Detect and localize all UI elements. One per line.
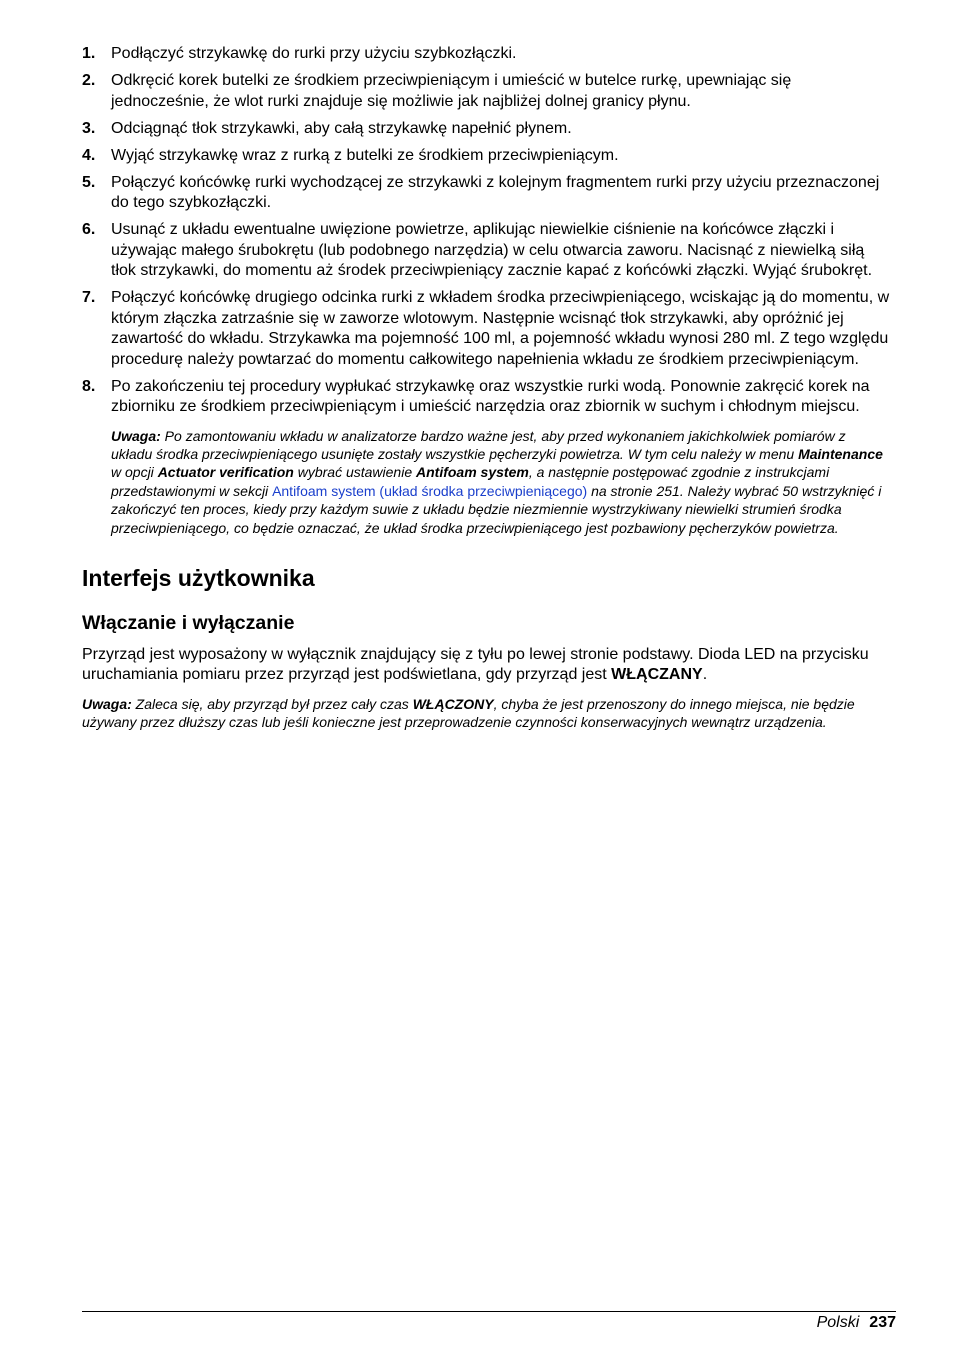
step-1 bbox=[82, 44, 890, 65]
paragraph-text: . bbox=[702, 666, 708, 684]
step-number: 8. bbox=[82, 377, 96, 395]
note-text: w opcji bbox=[111, 464, 158, 481]
step-8 bbox=[82, 377, 890, 418]
step-text: Połączyć końcówkę drugiego odcinka rurki z wkładem środka przeciwpieniącego, wciskając ją do momentu, w którym złączka zatrzaśnie się w zaworze wlotowym. Następnie wcisnąć tłok strzykawki, aby opróżnić jej zawartość do wkładu. Strzykawka ma pojemność 100 ml, a pojemność wkładu wynosi 280 ml. Z tego względu procedurę należy powtarzać do momentu całkowitego napełnienia wkładu ze środkiem przeciwpieniącym. bbox=[111, 289, 890, 368]
procedure-steps bbox=[82, 44, 890, 418]
note-antifoam bbox=[111, 427, 890, 537]
note-text: Po zamontowaniu wkładu w analizatorze bardzo ważne jest, aby przed wykonaniem jakichkolwiek pomiarów z układu środka przeciwpieniącego usunięte zostały wszystkie pęcherzyki powietrza. W tym celu należy w menu bbox=[111, 427, 846, 462]
step-text: Podłączyć strzykawkę do rurki przy użyciu szybkozłączki. bbox=[111, 45, 517, 62]
step-number: 5. bbox=[82, 173, 96, 191]
step-4 bbox=[82, 146, 890, 167]
step-text: Usunąć z układu ewentualne uwięzione powietrze, aplikując niewielkie ciśnienie na końcówce złączki i używając małego śrubokrętu (lub podobnego narzędzia) w celu otwarcia zaworu. Nacisnąć z niewielką siłą tłok strzykawki, do momentu aż środek przeciwpieniący zacznie kapać z końcówki złączki. Wyjąć śrubokręt. bbox=[111, 221, 873, 279]
document-body bbox=[82, 44, 890, 732]
paragraph-emphasis: WŁĄCZANY bbox=[611, 666, 703, 684]
section-heading: Interfejs użytkownika bbox=[82, 564, 315, 591]
step-6 bbox=[82, 220, 890, 282]
step-3 bbox=[82, 119, 890, 140]
menu-maintenance: Maintenance bbox=[798, 445, 883, 462]
step-text: Połączyć końcówkę rurki wychodzącej ze strzykawki z kolejnym fragmentem rurki przy użyciu przeznaczonej do tego szybkozłączki. bbox=[111, 173, 880, 211]
footer-language: Polski bbox=[816, 1314, 860, 1331]
paragraph-text: Przyrząd jest wyposażony w wyłącznik znajdujący się z tyłu po lewej stronie podstawy. Dioda LED na przycisku uruchamiania pomiaru przez przyrząd jest podświetlana, gdy przyrząd jest bbox=[82, 645, 869, 684]
step-number: 7. bbox=[82, 289, 96, 306]
body-paragraph bbox=[82, 645, 890, 686]
note-text: wybrać ustawienie bbox=[293, 464, 416, 481]
subsection-heading: Włączanie i wyłączanie bbox=[82, 611, 295, 634]
step-5 bbox=[82, 173, 890, 214]
step-text: Wyjąć strzykawkę wraz z rurką z butelki ze środkiem przeciwpieniącym. bbox=[111, 146, 619, 164]
step-number: 4. bbox=[82, 146, 96, 164]
note-label: Uwaga: bbox=[82, 695, 132, 712]
menu-antifoam-system: Antifoam system bbox=[416, 464, 529, 481]
note-text: , chyba że jest przenoszony do innego miejsca, nie będzie używany przez dłuższy czas lub jeśli konieczne jest przeprowadzenie czynności konserwacyjnych wewnątrz urządzenia. bbox=[82, 695, 855, 731]
step-text: Po zakończeniu tej procedury wypłukać strzykawkę oraz wszystkie rurki wodą. Ponownie zakręcić korek na zbiorniku ze środkiem przeciwpieniącym i umieścić narzędzia oraz zbiornik w suchym i chłodnym miejscu. bbox=[111, 377, 870, 415]
page-number: 237 bbox=[869, 1314, 896, 1331]
step-text: Odciągnąć tłok strzykawki, aby całą strzykawkę napełnić płynem. bbox=[111, 119, 572, 137]
step-number: 3. bbox=[82, 119, 96, 137]
note-power bbox=[82, 695, 890, 732]
step-text: Odkręcić korek butelki ze środkiem przeciwpieniącym i umieścić w butelce rurkę, upewniając się jednocześnie, że wlot rurki znajduje się możliwie jak najbliżej dolnej granicy płynu. bbox=[111, 72, 792, 110]
step-2 bbox=[82, 71, 890, 112]
footer-divider bbox=[82, 1311, 896, 1312]
step-number: 1. bbox=[82, 45, 96, 62]
note-label: Uwaga: bbox=[111, 427, 161, 444]
menu-actuator-verification: Actuator verification bbox=[157, 464, 294, 481]
cross-reference-link[interactable]: Antifoam system (układ środka przeciwpieniącego) bbox=[272, 482, 588, 499]
note-emphasis: WŁĄCZONY bbox=[412, 695, 494, 712]
step-7 bbox=[82, 288, 890, 370]
note-text: , a następnie postępować zgodnie z instrukcjami przedstawionymi w sekcji bbox=[111, 464, 830, 499]
note-text: na stronie 251. Należy wybrać 50 wstrzyknięć i zakończyć ten proces, kiedy przy każdym suwie z układu będzie niezmiennie wystrzykiwany niewielki strumień środka przeciwpieniącego, co będzie oznaczać, że układ środka przeciwpieniącego jest pozbawiony pęcherzyków powietrza. bbox=[111, 482, 882, 536]
step-number: 6. bbox=[82, 221, 96, 238]
page-footer bbox=[817, 1313, 896, 1333]
note-text: Zaleca się, aby przyrząd był przez cały czas bbox=[131, 695, 413, 712]
step-number: 2. bbox=[82, 72, 96, 89]
